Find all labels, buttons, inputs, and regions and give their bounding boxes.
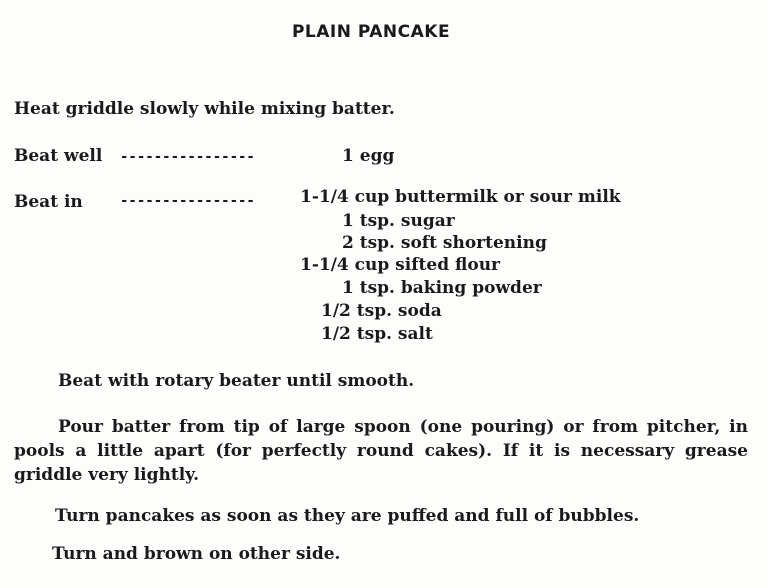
instruction-turn-bubbles: Turn pancakes as soon as they are puffed and full of bubbles. [55, 506, 640, 526]
instruction-pour: Pour batter from tip of large spoon (one pouring) or from pitcher, in pools a little apart (for perfectly round cakes). If it is necessary grease griddle very lightly. [14, 417, 748, 485]
recipe-title: PLAIN PANCAKE [291, 22, 451, 42]
ingredient-item: 2 tsp. soft shortening [342, 233, 547, 253]
ingredient-item: 1 tsp. baking powder [342, 278, 542, 298]
ingredient-item: 1-1/4 cup sifted flour [300, 255, 501, 275]
step1-ingredient: 1 egg [342, 146, 395, 166]
intro-text: Heat griddle slowly while mixing batter. [14, 99, 395, 119]
step1-dashes: ---------------- [120, 149, 255, 165]
step2-dashes: ---------------- [120, 193, 255, 209]
step1-label: Beat well [14, 146, 103, 166]
ingredient-item: 1/2 tsp. salt [321, 324, 433, 344]
instruction-brown: Turn and brown on other side. [52, 544, 341, 564]
instruction-beat: Beat with rotary beater until smooth. [58, 371, 415, 391]
ingredient-item: 1 tsp. sugar [342, 211, 455, 231]
ingredient-item: 1-1/4 cup buttermilk or sour milk [300, 187, 621, 207]
step2-label: Beat in [14, 192, 83, 212]
ingredient-item: 1/2 tsp. soda [321, 301, 442, 321]
